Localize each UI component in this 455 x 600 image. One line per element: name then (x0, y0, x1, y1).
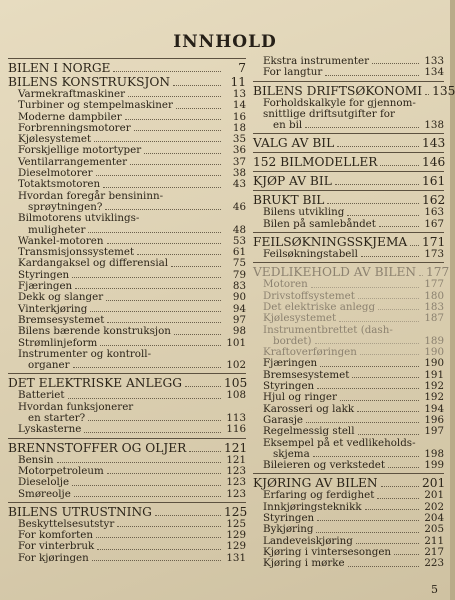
dot-leader (337, 146, 419, 147)
toc-entry-title: Totaktsmotoren (18, 178, 101, 191)
toc-page-number: 131 (226, 551, 246, 564)
toc-entry (8, 179, 246, 190)
toc-page-number: 35 (232, 133, 246, 146)
toc-entry-title: Feilsøkningstabell (263, 248, 358, 261)
dot-leader (134, 130, 221, 131)
dot-leader (305, 127, 419, 128)
section-divider (8, 58, 246, 59)
toc-entry-title: Bilens bærende konstruksjon (18, 325, 171, 338)
dot-leader (348, 566, 419, 567)
dot-leader (394, 554, 419, 555)
toc-entry-title: VALG AV BIL (253, 136, 335, 151)
toc-section-entry (8, 506, 246, 519)
toc-page-number: 196 (424, 413, 444, 426)
toc-entry-title: Landeveiskjøring (263, 534, 353, 547)
toc-page-number: 202 (424, 500, 444, 513)
toc-entry-text-line: Bilmotorens utviklings- (18, 212, 140, 225)
toc-page-number: 53 (232, 234, 246, 247)
dot-leader (358, 434, 419, 435)
toc-entry-title: Regelmessig stell (263, 425, 355, 438)
toc-entry-title: 152 BILMODELLER (253, 155, 378, 170)
dot-leader (72, 485, 221, 486)
dot-leader (96, 175, 221, 176)
toc-page-number: 46 (232, 200, 246, 213)
toc-entry-title: Batteriet (18, 389, 65, 402)
toc-section-entry (253, 156, 444, 169)
toc-entry-title: Smøreolje (18, 487, 71, 500)
toc-entry-title: Kjølesystemet (18, 133, 92, 146)
toc-page-number: 36 (232, 144, 246, 157)
section-divider (253, 473, 444, 474)
dot-leader (137, 254, 221, 255)
toc-page-number: 197 (424, 425, 444, 438)
toc-page-number: 167 (424, 217, 444, 230)
dot-leader (72, 277, 221, 278)
toc-page-number: 16 (232, 110, 246, 123)
toc-page-number: 192 (424, 391, 444, 404)
dot-leader (356, 543, 419, 544)
toc-page-number: 123 (226, 476, 246, 489)
dot-leader (88, 420, 221, 421)
toc-entry-title: sprøytningen? (28, 200, 103, 213)
dot-leader (144, 153, 221, 154)
toc-page-number: 121 (224, 440, 248, 455)
dot-leader (410, 245, 419, 246)
toc-entry-title: Hjul og ringer (263, 391, 337, 404)
toc-page-number: 75 (232, 257, 246, 270)
toc-entry-title: Kardangaksel og differensial (18, 257, 169, 270)
toc-page-number: 18 (232, 121, 246, 134)
toc-page-number: 123 (226, 464, 246, 477)
toc-entry-title: Det elektriske anlegg (263, 300, 376, 313)
dot-leader (173, 85, 221, 86)
toc-entry-text-line: Forholdskalkyle for gjennom- (263, 96, 416, 109)
toc-entry-text-line: snittlige driftsutgifter for (263, 107, 395, 120)
toc-entry-title: Forskjellige motortyper (18, 144, 142, 157)
dot-leader (380, 165, 419, 166)
toc-page-number: 205 (424, 523, 444, 536)
toc-entry-text-line: Instrumentbrettet (dash- (263, 323, 393, 336)
toc-entry-title: Styringen (18, 268, 70, 281)
toc-entry-text-line: Eksempel på et vedlikeholds- (263, 436, 416, 449)
toc-page-number: 102 (226, 359, 246, 372)
dot-leader (97, 549, 221, 550)
toc-page-number: 98 (232, 325, 246, 338)
dot-leader (155, 515, 221, 516)
toc-page-number: 177 (426, 265, 450, 280)
dot-leader (381, 486, 419, 487)
toc-entry-title: BRENNSTOFFER OG OLJER (8, 440, 187, 455)
dot-leader (361, 256, 419, 257)
dot-leader (103, 187, 221, 188)
toc-entry (253, 426, 444, 437)
page-number: 5 (431, 583, 438, 596)
dot-leader (57, 462, 221, 463)
dot-leader (365, 509, 419, 510)
toc-left-column (8, 56, 246, 564)
toc-entry-title: For kjøringen (18, 551, 89, 564)
dot-leader (96, 537, 221, 538)
dot-leader (189, 451, 221, 452)
toc-entry-title: KJØP AV BIL (253, 174, 332, 189)
toc-page-number: 161 (422, 174, 446, 189)
toc-entry-title: Turbiner og stempelmaskiner (18, 99, 173, 112)
toc-entry-title: VEDLIKEHOLD AV BILEN (253, 265, 417, 280)
toc-entry-title: Drivstoffsystemet (263, 289, 355, 302)
toc-entry-title: bordet) (273, 334, 312, 347)
toc-entry-title: Kjølesystemet (263, 312, 337, 325)
toc-page-number: 61 (232, 246, 246, 259)
dot-leader (320, 366, 419, 367)
toc-entry (253, 120, 444, 131)
toc-entry (8, 326, 246, 337)
toc-entry-title: Kjøring i vintersesongen (263, 545, 392, 558)
dot-leader (128, 96, 221, 97)
toc-entry-title: Bykjøring (263, 523, 314, 536)
dot-leader (94, 141, 221, 142)
toc-entry-title: Kjøring i mørke (263, 557, 345, 570)
toc-entry-title: Motorpetroleum (18, 464, 104, 477)
section-divider (253, 171, 444, 172)
toc-page-number: 7 (238, 61, 246, 75)
toc-page-number: 116 (226, 423, 246, 436)
dot-leader (125, 119, 221, 120)
toc-entry-text-line: Hvordan foregår bensininn- (18, 189, 164, 202)
toc-entry (8, 541, 246, 552)
toc-entry-title: Wankel-motoren (18, 234, 104, 247)
dot-leader (105, 209, 221, 210)
toc-page-number: 177 (424, 278, 444, 291)
toc-page-number: 146 (422, 155, 446, 170)
dot-leader (90, 311, 221, 312)
toc-page-number: 180 (424, 289, 444, 302)
toc-page-number: 201 (424, 489, 444, 502)
toc-entry (253, 313, 444, 324)
toc-page-number: 223 (424, 557, 444, 570)
dot-leader (315, 343, 419, 344)
toc-page-number: 190 (424, 346, 444, 359)
dot-leader (339, 321, 419, 322)
dot-leader (360, 354, 419, 355)
toc-page-number: 125 (226, 517, 246, 530)
dot-leader (68, 398, 221, 399)
toc-entry-title: Lyskasterne (18, 423, 82, 436)
toc-entry (253, 558, 444, 569)
toc-entry-title: Innkjøringsteknikk (263, 500, 362, 513)
toc-entry-title: Kraftoverføringen (263, 346, 357, 359)
dot-leader (130, 164, 221, 165)
toc-page-number: 113 (226, 412, 246, 425)
toc-page-number: 183 (424, 300, 444, 313)
toc-entry-title: Bilen på samlebåndet (263, 217, 376, 230)
toc-page-number: 133 (424, 55, 444, 67)
toc-page-number: 192 (424, 380, 444, 393)
toc-entry-title: Bileieren og verkstedet (263, 459, 386, 472)
section-divider (253, 190, 444, 191)
dot-leader (313, 456, 419, 457)
toc-page-number: 204 (424, 512, 444, 525)
toc-entry (253, 392, 444, 403)
dot-leader (107, 322, 221, 323)
dot-leader (379, 226, 419, 227)
toc-entry-title: organer (28, 359, 70, 372)
toc-page-number: 79 (232, 268, 246, 281)
section-divider (253, 232, 444, 233)
toc-entry-title: Dieselmotorer (18, 167, 93, 180)
toc-page-number: 38 (232, 167, 246, 180)
dot-leader (74, 496, 221, 497)
toc-entry-title: DET ELEKTRISKE ANLEGG (8, 376, 182, 391)
dot-leader (107, 243, 221, 244)
toc-page-number: 90 (232, 291, 246, 304)
toc-entry-title: Styringen (263, 512, 315, 525)
toc-entry-title: Transmisjonssystemet (18, 246, 135, 259)
dot-leader (185, 386, 221, 387)
toc-entry-title: Bremsesystemet (18, 313, 105, 326)
dot-leader (327, 203, 419, 204)
toc-page-number: 191 (424, 368, 444, 381)
toc-page-number: 143 (422, 136, 446, 151)
toc-entry-title: Bilens utvikling (263, 206, 345, 219)
toc-section-entry (253, 137, 444, 150)
toc-entry-title: en bil (273, 119, 303, 132)
toc-page-number: 198 (424, 447, 444, 460)
toc-entry-title: Moderne dampbiler (18, 110, 122, 123)
toc-entry (8, 360, 246, 371)
dot-leader (311, 287, 419, 288)
toc-page-number: 121 (226, 453, 246, 466)
toc-entry (253, 524, 444, 535)
toc-entry-title: Ventilarrangementer (18, 155, 128, 168)
toc-entry-title: Forbrenningsmotorer (18, 121, 131, 134)
toc-page-number: 14 (232, 99, 246, 112)
toc-page-number: 134 (424, 66, 444, 79)
dot-leader (84, 432, 221, 433)
dot-leader (377, 498, 419, 499)
toc-entry (253, 460, 444, 471)
dot-leader (358, 298, 419, 299)
dot-leader (75, 288, 221, 289)
toc-entry-text-line: Hvordan funksjonerer (18, 400, 134, 413)
toc-entry-title: Dekk og slanger (18, 291, 104, 304)
section-divider (253, 81, 444, 82)
toc-section-entry (8, 442, 246, 455)
toc-page-number: 11 (230, 75, 246, 89)
toc-page-number: 194 (424, 402, 444, 415)
section-divider (8, 502, 246, 503)
toc-entry-title: KJØRING AV BILEN (253, 476, 378, 491)
dot-leader (419, 275, 423, 276)
toc-entry (8, 390, 246, 401)
toc-entry-title: BRUKT BIL (253, 193, 325, 208)
toc-page-number: 173 (424, 248, 444, 261)
toc-section-entry (8, 62, 246, 75)
toc-entry-title: Styringen (263, 380, 315, 393)
toc-page-number: 211 (424, 534, 444, 547)
toc-page-number: 129 (226, 540, 246, 553)
toc-entry-title: Fjæringen (18, 280, 73, 293)
toc-entry-title: Erfaring og ferdighet (263, 489, 375, 502)
toc-page-number: 83 (232, 280, 246, 293)
dot-leader (388, 467, 419, 468)
toc-page-number: 43 (232, 178, 246, 191)
toc-entry-title: For vinterbruk (18, 540, 95, 553)
toc-entry-title: Motoren (263, 278, 308, 291)
toc-page-number: 97 (232, 313, 246, 326)
toc-entry (8, 202, 246, 213)
dot-leader (317, 520, 419, 521)
section-divider (253, 262, 444, 263)
toc-entry (253, 67, 444, 78)
toc-entry-title: Bensin (18, 453, 54, 466)
toc-entry (8, 424, 246, 435)
toc-entry (8, 489, 246, 500)
toc-page-number: 199 (424, 459, 444, 472)
section-divider (8, 373, 246, 374)
toc-entry (8, 100, 246, 111)
toc-page-number: 138 (424, 119, 444, 132)
toc-page-number: 94 (232, 302, 246, 315)
toc-page-number: 217 (424, 545, 444, 558)
toc-entry-title: Strømlinjeform (18, 336, 98, 349)
toc-section-entry (253, 83, 455, 98)
toc-entry-title: Dieselolje (18, 476, 70, 489)
toc-entry-title: BILEN I NORGE (8, 61, 111, 75)
dot-leader (92, 560, 221, 561)
toc-section-entry (253, 175, 444, 188)
toc-page-number: 37 (232, 155, 246, 168)
toc-entry (8, 553, 246, 564)
toc-entry-title: BILENS UTRUSTNING (8, 504, 152, 519)
toc-page-number: 105 (224, 376, 248, 391)
toc-entry-title: Varmekraftmaskiner (18, 88, 126, 100)
toc-entry-title: BILENS DRIFTSØKONOMI (253, 83, 423, 98)
toc-page-number: 125 (224, 504, 248, 519)
toc-entry-title: Fjæringen (263, 357, 318, 370)
dot-leader (171, 266, 221, 267)
dot-leader (347, 215, 419, 216)
dot-leader (73, 367, 222, 368)
toc-entry-title: For komforten (18, 529, 93, 542)
dot-leader (117, 526, 221, 527)
toc-page-number: 201 (422, 476, 446, 491)
toc-entry-title: en starter? (28, 412, 86, 425)
toc-page-number: 135 (432, 83, 455, 98)
toc-entry (253, 219, 444, 230)
dot-leader (352, 377, 419, 378)
toc-right-column (253, 55, 455, 570)
dot-leader (340, 400, 419, 401)
dot-leader (325, 75, 419, 76)
toc-entry-title: Karosseri og lakk (263, 402, 355, 415)
toc-entry-title: Beskyttelsesutstyr (18, 517, 115, 530)
toc-page-number: 48 (232, 223, 246, 236)
toc-entry (8, 292, 246, 303)
toc-page-number: 171 (422, 235, 446, 250)
dot-leader (378, 309, 419, 310)
dot-leader (316, 532, 419, 533)
page-title: INNHOLD (173, 32, 277, 52)
toc-entry-title: For langtur (263, 66, 323, 79)
dot-leader (107, 473, 221, 474)
toc-entry (8, 338, 246, 349)
toc-entry-title: muligheter (28, 223, 86, 236)
toc-entry-title: Ekstra instrumenter (263, 55, 370, 67)
toc-page-number: 123 (226, 487, 246, 500)
toc-entry-title: Vinterkjøring (18, 302, 88, 315)
dot-leader (100, 345, 221, 346)
toc-page-number: 189 (424, 334, 444, 347)
section-divider (253, 152, 444, 153)
dot-leader (106, 300, 221, 301)
dot-leader (113, 71, 221, 72)
toc-page-number: 190 (424, 357, 444, 370)
section-divider (253, 133, 444, 134)
toc-page-number: 187 (424, 312, 444, 325)
toc-entry-title: Bremsesystemet (263, 368, 350, 381)
toc-entry (253, 279, 444, 290)
dot-leader (317, 388, 419, 389)
toc-page-number: 163 (424, 206, 444, 219)
toc-page-number: 129 (226, 529, 246, 542)
toc-entry-title: BILENS KONSTRUKSJON (8, 75, 171, 89)
dot-leader (176, 108, 221, 109)
dot-leader (306, 422, 419, 423)
dot-leader (372, 63, 419, 64)
dot-leader (357, 411, 419, 412)
toc-page-number: 108 (226, 389, 246, 402)
toc-entry-text-line: Instrumenter og kontroll- (18, 347, 152, 360)
dot-leader (425, 94, 429, 95)
toc-entry (8, 477, 246, 488)
dot-leader (174, 334, 221, 335)
toc-page-number: 162 (422, 193, 446, 208)
toc-page-number: 101 (226, 336, 246, 349)
section-divider (8, 438, 246, 439)
toc-entry-title: Garasje (263, 413, 303, 426)
toc-entry (253, 249, 444, 260)
toc-page-number: 13 (232, 88, 246, 100)
toc-entry-title: FEILSØKNINGSSKJEMA (253, 235, 408, 250)
dot-leader (335, 184, 419, 185)
dot-leader (88, 232, 221, 233)
toc-entry-title: skjema (273, 447, 310, 460)
